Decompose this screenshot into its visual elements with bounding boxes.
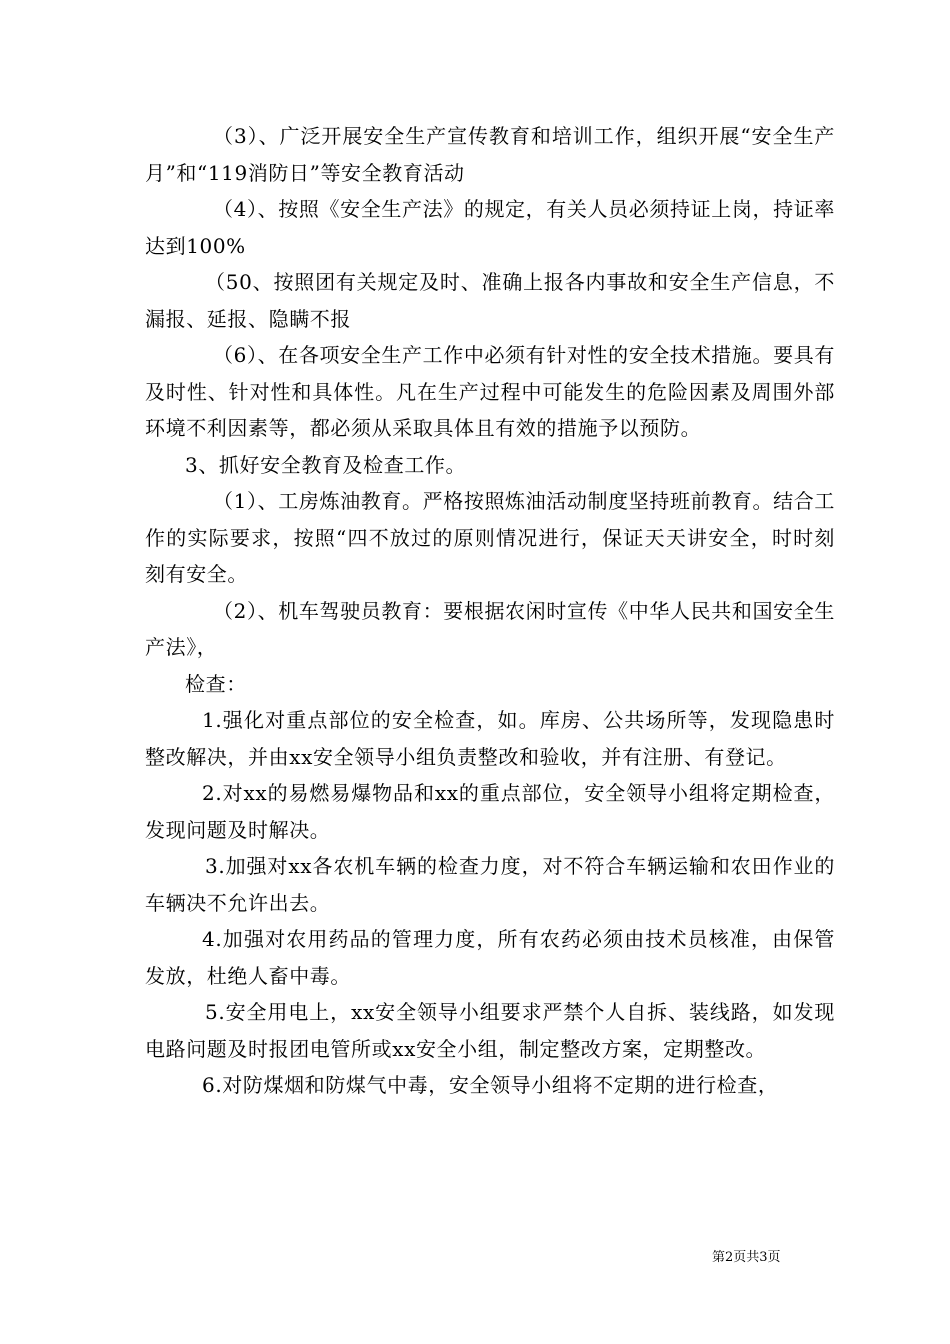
inspection-heading: 检查： bbox=[185, 671, 247, 696]
inspection-item-6: 6.对防煤烟和防煤气中毒，安全领导小组将不定期的进行检查， bbox=[202, 1073, 779, 1097]
inspection-item-2: 2.对xx的易燃易爆物品和xx的重点部位，安全领导小组将定期检查，发现问题及时解决。 bbox=[145, 781, 835, 842]
paragraph-4-certification: （4）、按照《安全生产法》的规定，有关人员必须持证上岗，持证率达到100% bbox=[145, 197, 835, 258]
paragraph-3-training: （3）、广泛开展安全生产宣传教育和培训工作，组织开展“安全生产月”和“119消防日”等安全教育活动 bbox=[145, 124, 835, 185]
inspection-item-3: 3.加强对xx各农机车辆的检查力度，对不符合车辆运输和农田作业的车辆决不允许出去。 bbox=[145, 854, 835, 915]
paragraph-5-reporting: （50、按照团有关规定及时、准确上报各内事故和安全生产信息，不漏报、延报、隐瞒不报 bbox=[145, 270, 835, 331]
paragraph-1-refinery-education: （1）、工房炼油教育。严格按照炼油活动制度坚持班前教育。结合工作的实际要求，按照“四不放过的原则情况进行，保证天天讲安全，时时刻刻有安全。 bbox=[145, 489, 835, 586]
page-number-footer: 第2页共3页 bbox=[712, 1250, 781, 1265]
inspection-item-4: 4.加强对农用药品的管理力度，所有农药必须由技术员核准，由保管发放，杜绝人畜中毒。 bbox=[145, 927, 835, 988]
document-body bbox=[145, 118, 835, 1104]
inspection-item-1: 1.强化对重点部位的安全检查，如。库房、公共场所等，发现隐患时整改解决，并由xx安全领导小组负责整改和验收，并有注册、有登记。 bbox=[145, 708, 835, 769]
paragraph-2-driver-education: （2）、机车驾驶员教育：要根据农闲时宣传《中华人民共和国安全生产法》， bbox=[145, 598, 835, 659]
paragraph-6-measures: （6）、在各项安全生产工作中必须有针对性的安全技术措施。要具有及时性、针对性和具体性。凡在生产过程中可能发生的危险因素及周围外部环境不利因素等，都必须从采取具体且有效的措施予以预防。 bbox=[145, 343, 835, 440]
inspection-item-5: 5.安全用电上，xx安全领导小组要求严禁个人自拆、装线路，如发现电路问题及时报团电管所或xx安全小组，制定整改方案，定期整改。 bbox=[145, 1000, 835, 1061]
section-3-heading: 3、抓好安全教育及检查工作。 bbox=[185, 452, 467, 477]
